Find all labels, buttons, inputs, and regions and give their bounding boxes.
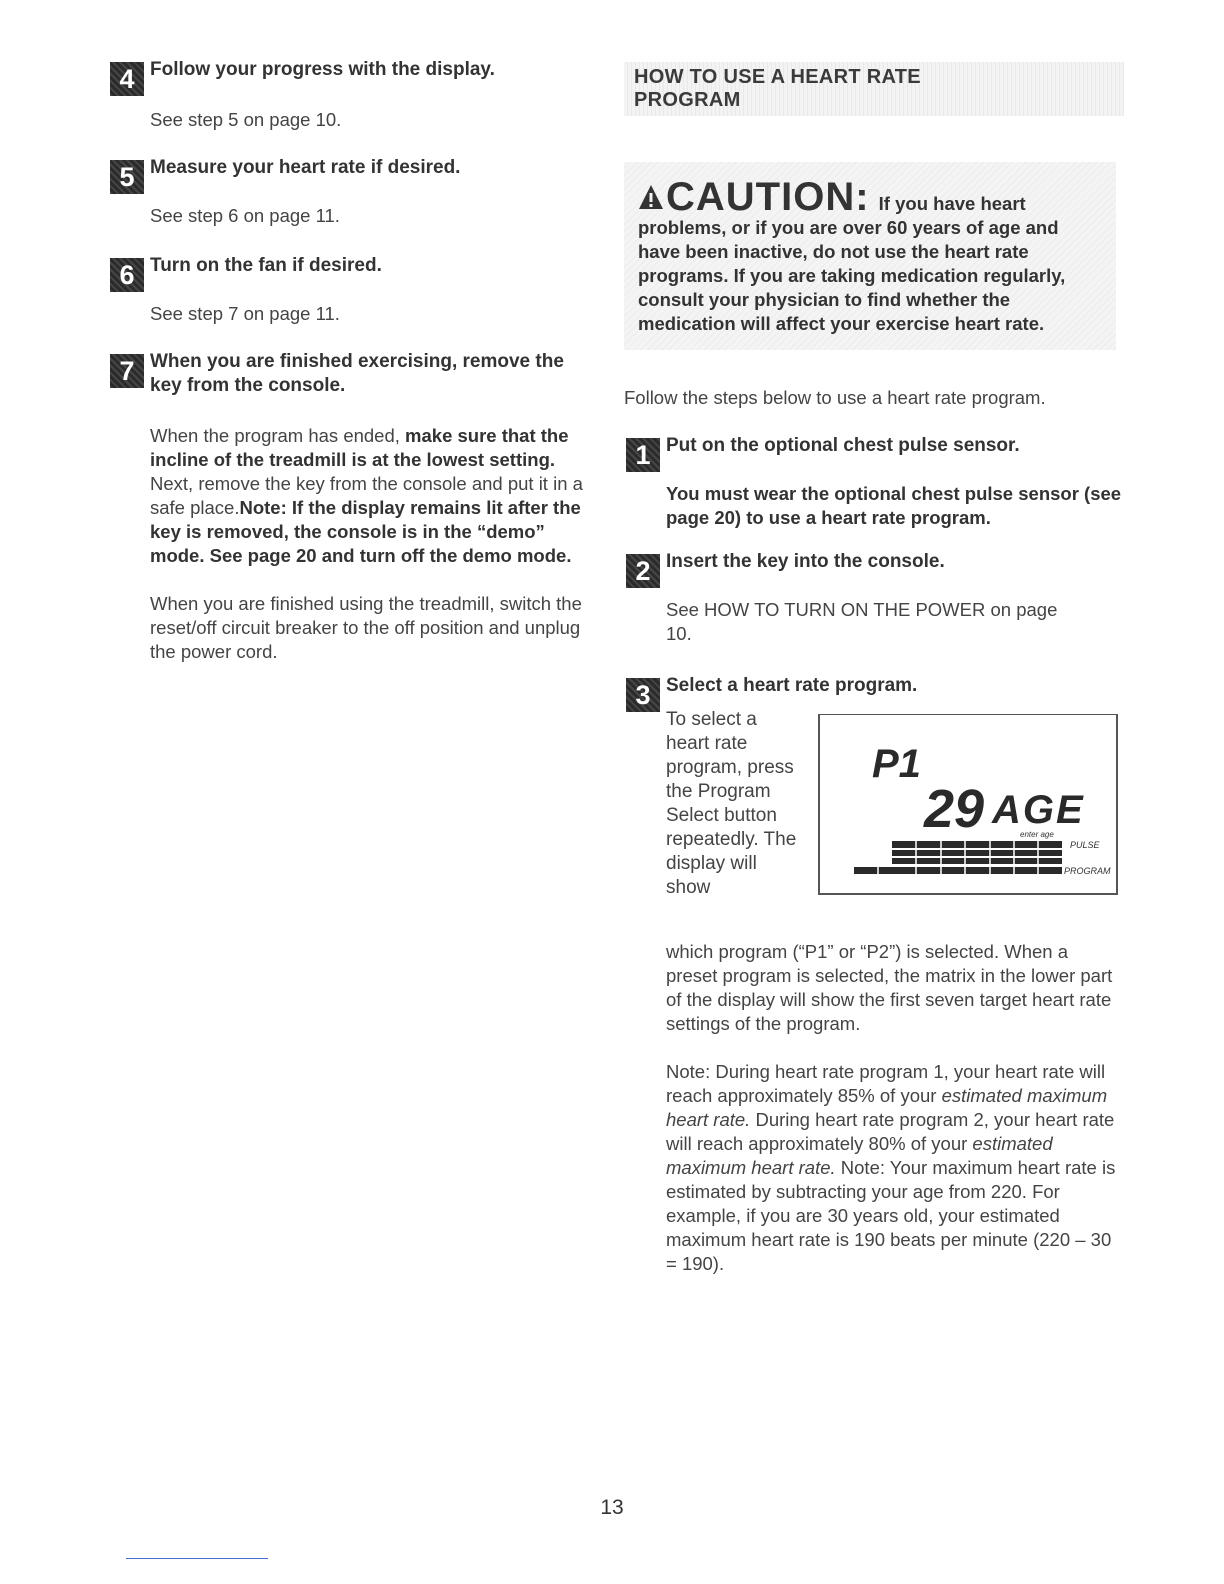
heart-rate-note: Note: During heart rate program 1, your heart rate will reach approximately 85% of your estimated maximum heart rate. During heart rate program 2, your heart rate will reach approximately 80% of your estimated maximum heart rate. Note: Your maximum heart rate is estimated by subtracting your age from 220. For example, if you are 30 years old, your estimated maximum heart rate is 190 beats per minute (220 – 30 = 190). [666, 1061, 1116, 1274]
step-title: Put on the optional chest pulse sensor. [666, 435, 1020, 456]
step-body: To select a heart rate program, press the Program Select button repeatedly. The display will show [666, 709, 797, 898]
lcd-age-word: AGE [992, 788, 1085, 832]
page-number: 13 [600, 1496, 624, 1519]
step-title: Insert the key into the console. [666, 551, 945, 572]
step-number-badge: 7 [110, 354, 144, 388]
step-body: See step 5 on page 10. [150, 109, 342, 130]
intro-text: Follow the steps below to use a heart rate program. [624, 387, 1046, 408]
left-column [108, 58, 600, 664]
step-body: See HOW TO TURN ON THE POWER on page 10. [666, 599, 1058, 644]
step-body: See step 7 on page 11. [150, 303, 340, 324]
console-display-illustration [818, 714, 1118, 895]
step-title: Follow your progress with the display. [150, 59, 495, 80]
lcd-pulse-label: PULSE [1070, 840, 1100, 850]
lcd-program-label: PROGRAM [1064, 866, 1111, 876]
step-title: Select a heart rate program. [666, 675, 918, 696]
heart-step-1 [624, 434, 1124, 530]
step-body-2: When you are finished using the treadmill, switch the reset/off circuit breaker to the off position and unplug the power cord. [150, 593, 582, 662]
heart-step-2 [624, 550, 1124, 646]
step-body: When the program has ended, make sure that the incline of the treadmill is at the lowest setting. Next, remove the key from the console and put it in a safe place.Note: If the display remains lit after the key is removed, the console is in the “demo” mode. See page 20 and turn off the demo mode. [150, 425, 583, 566]
lcd-program-number: P1 [872, 742, 921, 786]
step-number-badge: 5 [110, 160, 144, 194]
right-column [624, 62, 1124, 1276]
step-body-continued: which program (“P1” or “P2”) is selected. When a preset program is selected, the matrix in the lower part of the display will show the first seven target heart rate settings of the program. [666, 941, 1113, 1034]
step-number-badge: 4 [110, 62, 144, 96]
caution-box [624, 162, 1116, 350]
step-number-badge: 2 [626, 554, 660, 588]
step-4 [108, 58, 600, 156]
lcd-age-value: 29 [924, 779, 985, 839]
step-title: Measure your heart rate if desired. [150, 157, 461, 178]
lcd-screen [820, 715, 1116, 893]
lcd-program-matrix [854, 839, 1062, 875]
heart-step-3 [624, 674, 1124, 1276]
lcd-enter-age-label: enter age [1020, 830, 1054, 839]
warning-icon [638, 184, 664, 210]
step-number-badge: 1 [626, 438, 660, 472]
caution-word: CAUTION: [666, 175, 870, 219]
caution-text: If you have heart problems, or if you are over 60 years of age and have been inactive, do not use the heart rate programs. If you are taking medication regularly, consult your physician to find whether the medication will affect your exercise heart rate. [638, 193, 1066, 334]
display-figure-area [666, 708, 1124, 940]
step-body: You must wear the optional chest pulse sensor (see page 20) to use a heart rate program. [666, 483, 1122, 528]
step-5 [108, 156, 600, 254]
footer-rule [126, 1558, 268, 1559]
step-title: Turn on the fan if desired. [150, 255, 382, 276]
section-heading: HOW TO USE A HEART RATE PROGRAM [624, 62, 1124, 116]
step-number-badge: 6 [110, 258, 144, 292]
step-6 [108, 254, 600, 350]
step-body: See step 6 on page 11. [150, 205, 340, 226]
step-number-badge: 3 [626, 678, 660, 712]
step-7 [108, 350, 600, 664]
step-title: When you are finished exercising, remove the key from the console. [150, 351, 564, 396]
